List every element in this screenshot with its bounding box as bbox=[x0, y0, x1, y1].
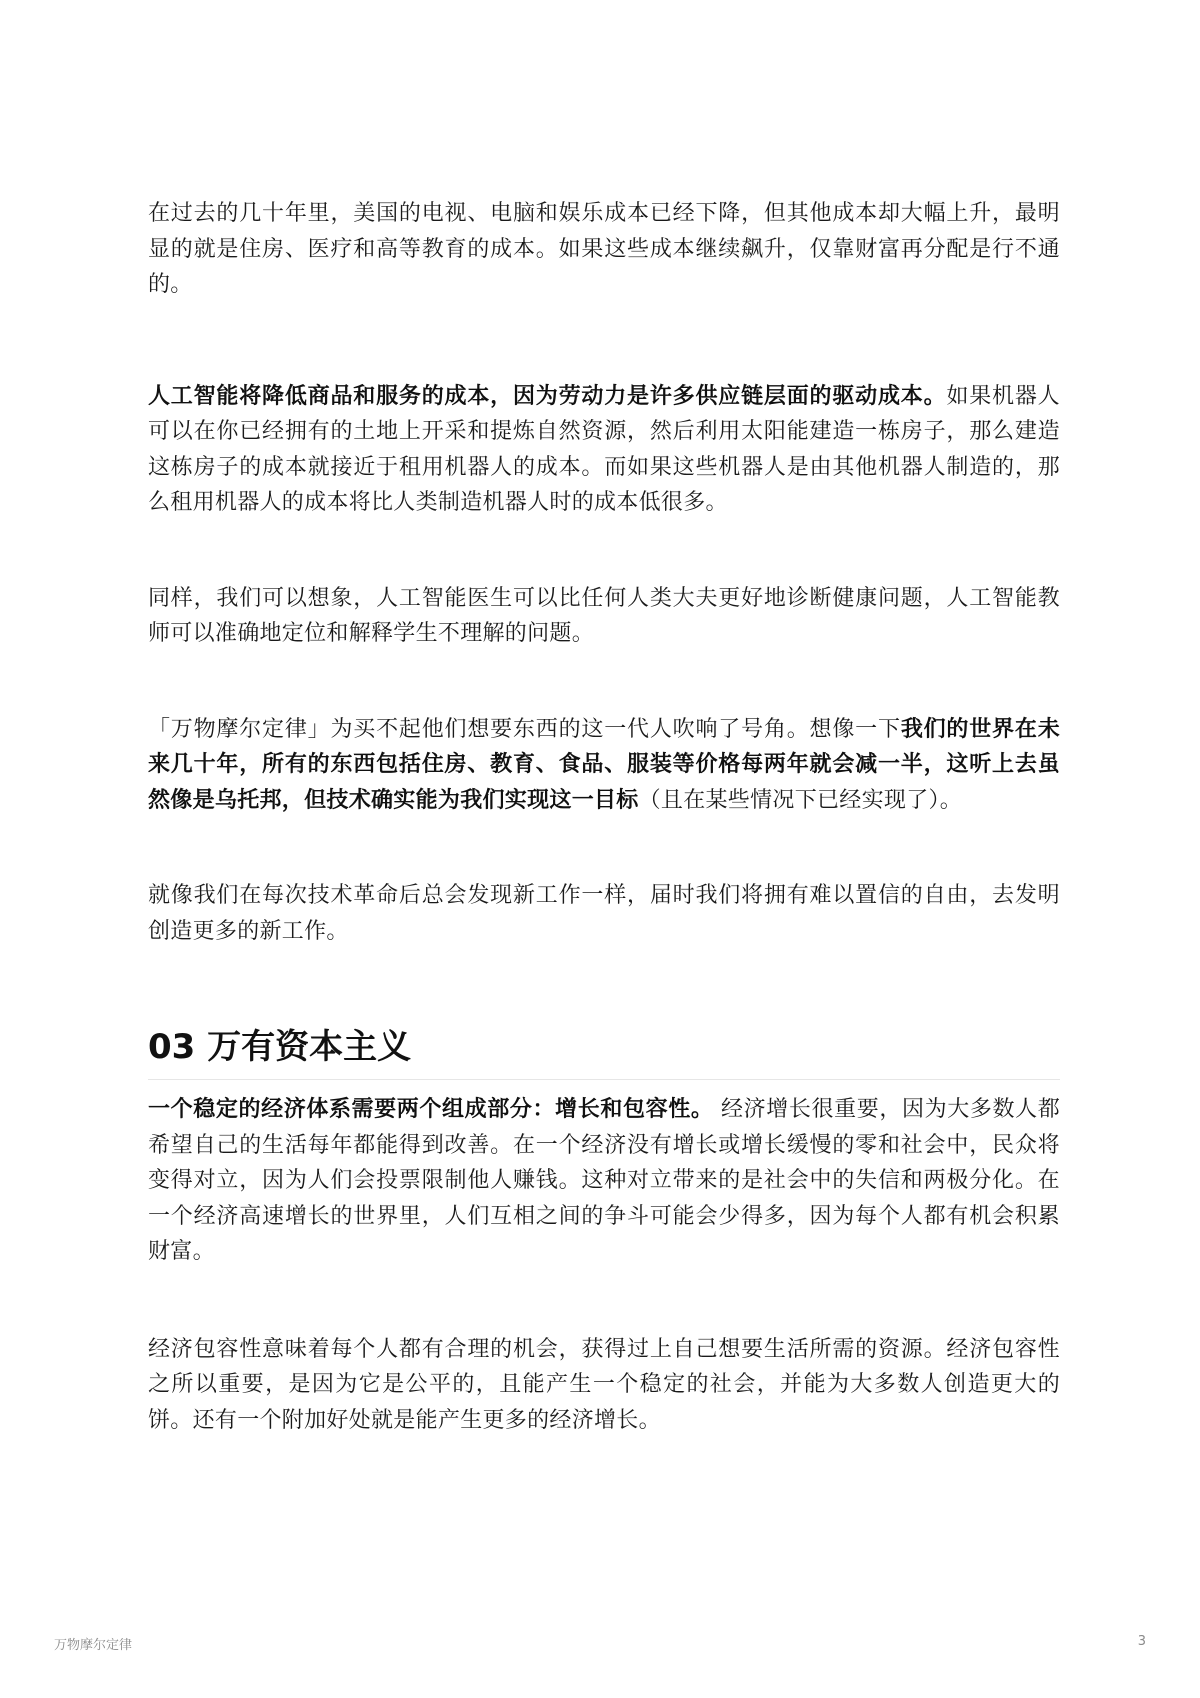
paragraph-ai-lowers-costs bbox=[148, 379, 1060, 521]
bold-lead-sentence: 人工智能将降低商品和服务的成本，因为劳动力是许多供应链层面的驱动成本。 bbox=[148, 383, 947, 409]
paragraph-text: 就像我们在每次技术革命后总会发现新工作一样，届时我们将拥有难以置信的自由，去发明创造更多的新工作。 bbox=[148, 883, 1060, 944]
paragraph-economic-inclusion bbox=[148, 1332, 1060, 1439]
footer-document-title: 万物摩尔定律 bbox=[54, 1638, 133, 1653]
paragraph-text: 如果机器人可以在你已经拥有的土地上开采和提炼自然资源，然后利用太阳能建造一栋房子，那么建造这栋房子的成本就接近于租用机器人的成本。而如果这些机器人是由其他机器人制造的，那么租用机器人的成本将比人类制造机器人时的成本低很多。 bbox=[148, 383, 1060, 515]
paragraph-text: 经济增长很重要，因为大多数人都希望自己的生活每年都能得到改善。在一个经济没有增长或增长缓慢的零和社会中，民众将变得对立，因为人们会投票限制他人赚钱。这种对立带来的是社会中的失信和两极分化。在一个经济高速增长的世界里，人们互相之间的争斗可能会少得多，因为每个人都有机会积累财富。 bbox=[148, 1097, 1060, 1264]
section-divider bbox=[148, 1079, 1060, 1080]
paragraph-text: 「万物摩尔定律」为买不起他们想要东西的这一代人吹响了号角。想像一下 bbox=[148, 716, 901, 742]
paragraph-text: （且在某些情况下已经实现了）。 bbox=[638, 787, 963, 813]
bold-emphasis: 我们的世界在未来几十年，所有的东西包括住房、教育、食品、服装等价格每两年就会减一半，这听上去虽然像是乌托邦，但技术确实能为我们实现这一目标 bbox=[148, 716, 1060, 813]
paragraph-costs bbox=[148, 196, 1060, 303]
document-body bbox=[148, 196, 1060, 1438]
paragraph-text: 同样，我们可以想象，人工智能医生可以比任何人类大夫更好地诊断健康问题，人工智能教师可以准确地定位和解释学生不理解的问题。 bbox=[148, 585, 1060, 646]
paragraph-growth-inclusion bbox=[148, 1092, 1060, 1270]
footer-page-number: 3 bbox=[1137, 1634, 1146, 1649]
paragraph-text: 经济包容性意味着每个人都有合理的机会，获得过上自己想要生活所需的资源。经济包容性之所以重要，是因为它是公平的，且能产生一个稳定的社会，并能为大多数人创造更大的饼。还有一个附加好处就是能产生更多的经济增长。 bbox=[148, 1336, 1060, 1433]
paragraph-ai-doctors bbox=[148, 581, 1060, 652]
section-heading: 03 万有资本主义 bbox=[148, 1027, 412, 1067]
paragraph-new-jobs bbox=[148, 878, 1060, 949]
paragraph-moores-law bbox=[148, 712, 1060, 819]
bold-lead-sentence: 一个稳定的经济体系需要两个组成部分：增长和包容性。 bbox=[148, 1097, 714, 1122]
paragraph-text: 在过去的几十年里，美国的电视、电脑和娱乐成本已经下降，但其他成本却大幅上升，最明显的就是住房、医疗和高等教育的成本。如果这些成本继续飙升，仅靠财富再分配是行不通的。 bbox=[148, 201, 1060, 297]
